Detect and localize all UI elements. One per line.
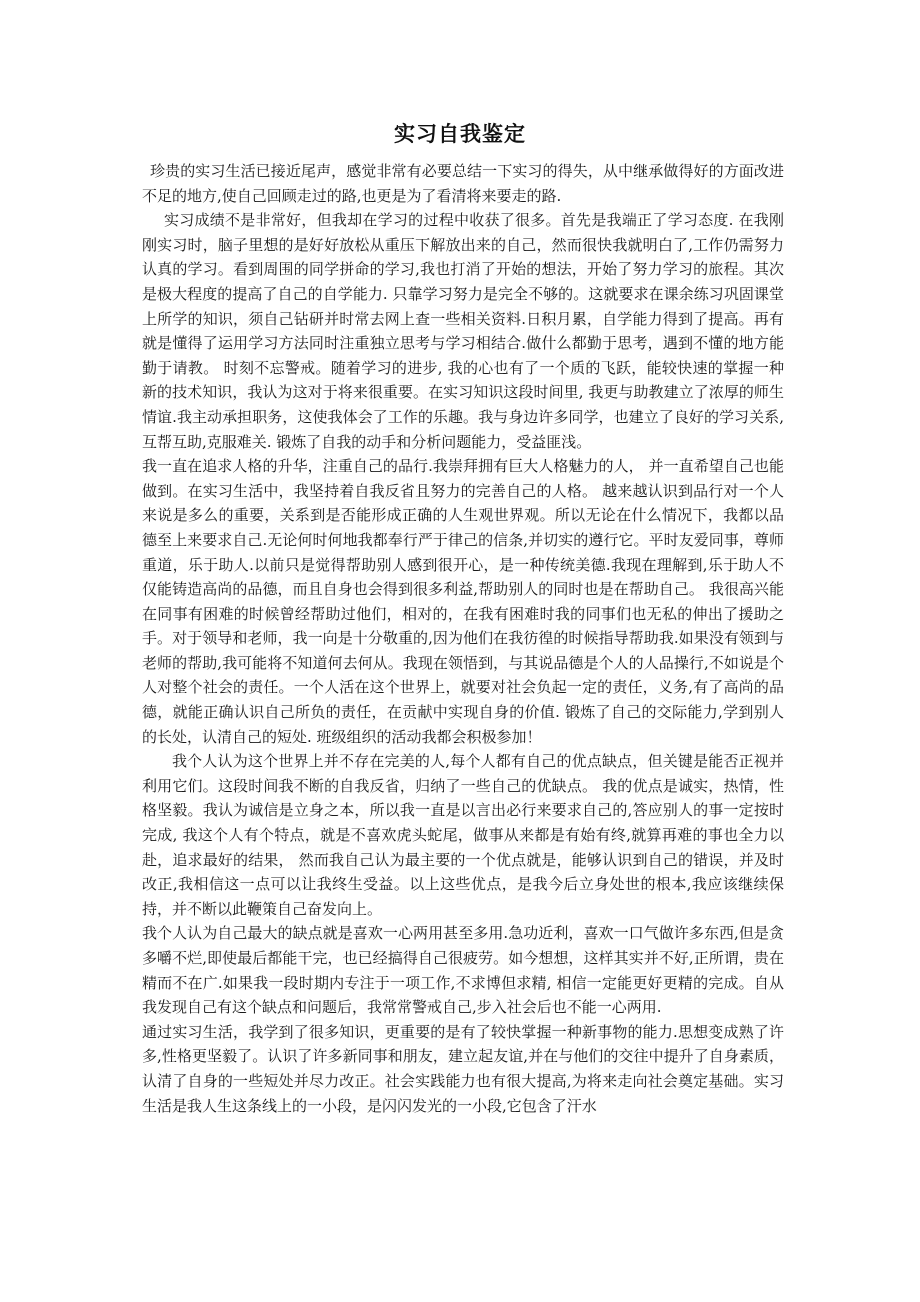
paragraph-strengths: 我个人认为这个世界上并不存在完美的人,每个人都有自己的优点缺点，但关键是能否正视并利用它们。这段时间我不断的自我反省，归纳了一些自己的优缺点。 我的优点是诚实，热情，性格坚毅。我认为诚信是立身之本，所以我一直是以言出必行来要求自己的,答应别人的事一定按时完成, 我这个人有个特点，就是不喜欢虎头蛇尾，做事从来都是有始有终,就算再难的事也全力以赴，追求最好的结果， 然而我自己认为最主要的一个优点就是，能够认识到自己的错误，并及时改正,我相信这一点可以让我终生受益。以上这些优点，是我今后立身处世的根本,我应该继续保持，并不断以此鞭策自己奋发向上。 (142, 752, 784, 918)
paragraph-weaknesses: 我个人认为自己最大的缺点就是喜欢一心两用甚至多用.急功近利，喜欢一口气做许多东西,但是贪多嚼不烂,即使最后都能干完，也已经搞得自己很疲劳。如今想想，这样其实并不好,正所谓，贵在精而不在广.如果我一段时期内专注于一项工作,不求博但求精, 相信一定能更好更精的完成。自从我发现自己有这个缺点和问题后，我常常警戒自己,步入社会后也不能一心两用. (142, 924, 784, 1017)
paragraph-conclusion: 通过实习生活，我学到了很多知识，更重要的是有了较快掌握一种新事物的能力.思想变成熟了许多,性格更坚毅了。认识了许多新同事和朋友，建立起友谊,并在与他们的交往中提升了自身素质，认清了自身的一些短处并尽力改正。社会实践能力也有很大提高,为将来走向社会奠定基础。实习生活是我人生这条线上的一小段，是闪闪发光的一小段,它包含了汗水 (142, 1022, 784, 1115)
paragraph-intro: 珍贵的实习生活已接近尾声，感觉非常有必要总结一下实习的得失，从中继承做得好的方面改进不足的地方,使自己回顾走过的路,也更是为了看清将来要走的路. (142, 162, 784, 205)
document-title: 实习自我鉴定 (394, 122, 526, 146)
paragraph-character: 我一直在追求人格的升华，注重自己的品行.我崇拜拥有巨大人格魅力的人， 并一直希望自己也能做到。在实习生活中，我坚持着自我反省且努力的完善自己的人格。 越来越认识到品行对一个人来说是多么的重要，关系到是否能形成正确的人生观世界观。所以无论在什么情况下，我都以品德至上来要求自己.无论何时何地我都奉行严于律己的信条,并切实的遵行它。平时友爱同事，尊师重道，乐于助人.以前只是觉得帮助别人感到很开心，是一种传统美德.我现在理解到,乐于助人不仅能铸造高尚的品德，而且自身也会得到很多利益,帮助别人的同时也是在帮助自己。 我很高兴能在同事有困难的时候曾经帮助过他们，相对的，在我有困难时我的同事们也无私的伸出了援助之手。对于领导和老师，我一向是十分敬重的,因为他们在我彷徨的时候指导帮助我.如果没有领到与老师的帮助,我可能将不知道何去何从。我现在领悟到，与其说品德是个人的人品操行,不如说是个人对整个社会的责任。一个人活在这个世界上，就要对社会负起一定的责任，义务,有了高尚的品德，就能正确认识自己所负的责任，在贡献中实现自身的价值. 锻炼了自己的交际能力,学到别人的长处，认清自己的短处. 班级组织的活动我都会积极参加！ (142, 457, 784, 746)
document-body (142, 159, 784, 1118)
paragraph-study-gains: 实习成绩不是非常好，但我却在学习的过程中收获了很多。首先是我端正了学习态度. 在我刚刚实习时，脑子里想的是好好放松从重压下解放出来的自己，然而很快我就明白了,工作仍需努力认真的学习。看到周围的同学拼命的学习,我也打消了开始的想法，开始了努力学习的旅程。其次是极大程度的提高了自己的自学能力. 只靠学习努力是完全不够的。这就要求在课余练习巩固课堂上所学的知识，须自己钻研并时常去网上查一些相关资料.日积月累，自学能力得到了提高。再有就是懂得了运用学习方法同时注重独立思考与学习相结合.做什么都勤于思考，遇到不懂的地方能勤于请教。 时刻不忘警戒。随着学习的进步, 我的心也有了一个质的飞跃，能较快速的掌握一种新的技术知识，我认为这对于将来很重要。在实习知识这段时间里, 我更与助教建立了浓厚的师生情谊.我主动承担职务，这使我体会了工作的乐趣。我与身边许多同学，也建立了良好的学习关系,互帮互助,克服难关. 锻炼了自我的动手和分析问题能力，受益匪浅。 (142, 211, 784, 451)
